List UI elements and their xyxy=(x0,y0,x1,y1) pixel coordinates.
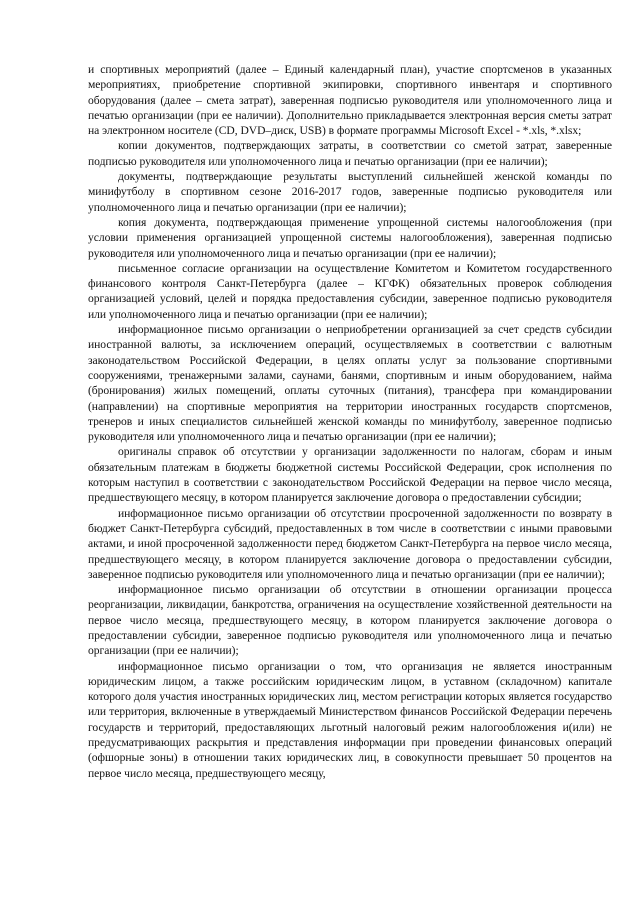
paragraph-reorganization: информационное письмо организации об отсутствии в отношении организации процесса реорганизации, ликвидации, банкротства, ограничения на осуществление хозяйственной деятельности на первое число месяца, предшествующего месяцу, в котором планируется заключение договора о предоставлении субсидии, заверенное подписью руководителя или уполномоченного лица и печатью организации (при ее наличии); xyxy=(88,583,612,658)
paragraph-tax-certificates: оригиналы справок об отсутствии у организации задолженности по налогам, сборам и иным обязательным платежам в бюджеты бюджетной системы Российской Федерации, срок исполнения по которым наступил в соответствии с законодательством Российской Федерации на первое число месяца, предшествующего месяцу, в котором планируется заключение договора о предоставлении субсидии; xyxy=(88,445,612,505)
paragraph-offshore: информационное письмо организации о том, что организация не является иностранным юридическим лицом, а также российским юридическим лицом, в уставном (складочном) капитале которого доля участия иностранных юридических лиц, местом регистрации которых является государство или территория, включенные в утверждаемый Министерством финансов Российской Федерации перечень государств и территорий, предоставляющих льготный налоговый режим налогообложения и(или) не предусматривающих раскрытия и представления информации при проведении финансовых операций (офшорные зоны) в отношении таких юридических лиц, в совокупности превышает 50 процентов на первое число месяца, предшествующего месяцу, xyxy=(88,659,612,780)
paragraph-estimate-continuation: и спортивных мероприятий (далее – Единый календарный план), участие спортсменов в указанных мероприятиях, приобретение спортивной экипировки, спортивного инвентаря и спортивного оборудования (далее – смета затрат), заверенная подписью руководителя или уполномоченного лица и печатью организации (при ее наличии). Дополнительно прикладывается электронная версия сметы затрат на электронном носителе (CD, DVD–диск, USB) в формате программы Microsoft Excel - *.xls, *.xlsx; xyxy=(88,63,612,138)
paragraph-simplified-tax: копия документа, подтверждающая применение упрощенной системы налогообложения (при условии применения организацией упрощенной системы налогообложения), заверенная подписью руководителя или уполномоченного лица и печатью организации (при ее наличии); xyxy=(88,215,612,260)
paragraph-expense-copies: копии документов, подтверждающих затраты, в соответствии со сметой затрат, заверенные подписью руководителя или уполномоченного лица и печатью организации (при ее наличии); xyxy=(88,139,612,168)
paragraph-inspection-consent: письменное согласие организации на осуществление Комитетом и Комитетом государственного финансового контроля Санкт-Петербурга (далее – КГФК) обязательных проверок соблюдения организацией условий, целей и порядка предоставления субсидии, заверенное подписью руководителя или уполномоченного лица и печатью организации (при ее наличии); xyxy=(88,261,612,321)
paragraph-overdue-debt: информационное письмо организации об отсутствии просроченной задолженности по возврату в бюджет Санкт-Петербурга субсидий, предоставленных в том числе в соответствии с иными правовыми актами, и иной просроченной задолженности перед бюджетом Санкт-Петербурга на первое число месяца, предшествующего месяцу, в котором планируется заключение договора о предоставлении субсидии, заверенное подписью руководителя или уполномоченного лица и печатью организации (при ее наличии); xyxy=(88,506,612,581)
paragraph-foreign-currency: информационное письмо организации о неприобретении организацией за счет средств субсидии иностранной валюты, за исключением операций, осуществляемых в соответствии с валютным законодательством Российской Федерации, в целях оплаты услуг за пользование спортивными сооружениями, тренажерными залами, саунами, банями, спортивным и иным оборудованием, найма (бронирования) жилых помещений, оплаты суточных (питания), трансфера при командировании (направлении) на спортивные мероприятия на территории иностранных государств спортсменов, тренеров и иных специалистов сильнейшей женской команды по минифутболу, заверенное подписью руководителя или уполномоченного лица и печатью организации (при ее наличии); xyxy=(88,323,612,444)
paragraph-team-results: документы, подтверждающие результаты выступлений сильнейшей женской команды по минифутболу в спортивном сезоне 2016-2017 годов, заверенные подписью руководителя или уполномоченного лица и печатью организации (при ее наличии); xyxy=(88,170,612,214)
